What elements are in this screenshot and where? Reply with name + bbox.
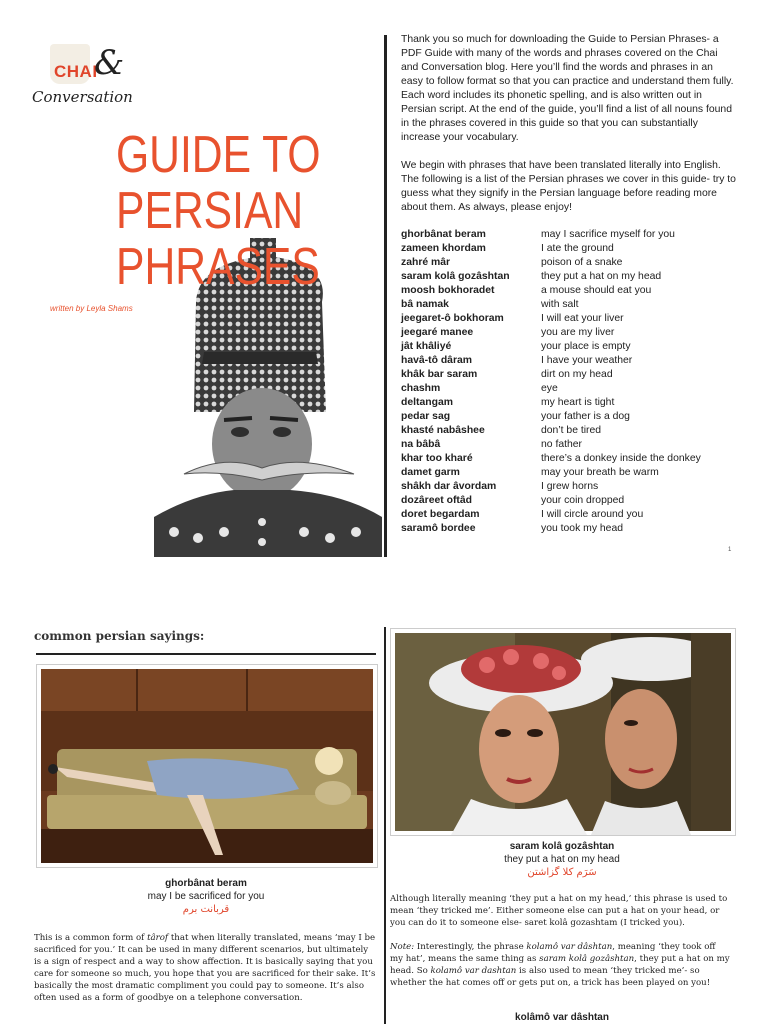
phrase-row — [401, 424, 741, 438]
heading-rule — [36, 653, 376, 655]
caption-saram-kola — [390, 840, 734, 879]
phrase-persian: zameen khordam — [401, 243, 486, 254]
phrase-row — [401, 508, 741, 522]
caption-phrase: ghorbânat beram — [165, 878, 247, 889]
phrase-persian: khar too kharé — [401, 453, 473, 464]
phrase-english: you are my liver — [541, 327, 615, 338]
body-term-tarof: târof — [147, 933, 169, 943]
phrase-row — [401, 494, 741, 508]
phrase-english: I will circle around you — [541, 509, 644, 520]
ghorbanat-explanation — [34, 932, 376, 1004]
phrase-persian: chashm — [401, 383, 441, 394]
phrase-english: a mouse should eat you — [541, 285, 652, 296]
intro-paragraph-2: We begin with phrases that have been translated literally into English. The following is a list of the Persian phrases we cover in this guide- try to guess what they signify in the Persian language before reading more about them. As always, please enjoy! — [401, 160, 736, 213]
body-term: kolamô var dâshtan — [526, 942, 613, 952]
phrase-english: you took my head — [541, 523, 624, 534]
phrase-row — [401, 438, 741, 452]
phrase-persian: jeegaré manee — [401, 327, 474, 338]
saram-kola-explanation — [390, 893, 730, 1001]
phrase-persian: saram kolâ gozâshtan — [401, 271, 510, 282]
caption-persian: قربانت برم — [182, 904, 230, 915]
phrase-english: eye — [541, 383, 558, 394]
phrase-english: your place is empty — [541, 341, 631, 352]
caption-persian: سَرَم کلا گزاشتن — [527, 867, 597, 878]
phrase-row — [401, 522, 741, 536]
phrase-english: I grew horns — [541, 481, 599, 492]
phrase-row — [401, 270, 741, 284]
column-divider — [384, 35, 387, 557]
intro-paragraph-1: Thank you so much for downloading the Guide to Persian Phrases- a PDF Guide with many of the words and phrases covered on the Chai and Conversation blog. Here you’ll find the words and phrases in an easy to follow format so that you can practice and understand them fully. Each word includes its phonetic spelling, and is also written out in Persian script. At the end of the guide, you’ll find a list of all nouns found in the phrases covered in this guide so that you can substantially increase your vocabulary. — [401, 34, 734, 143]
hat-women-illustration — [391, 629, 735, 835]
phrase-english: poison of a snake — [541, 257, 623, 268]
phrase-persian: doret begardam — [401, 509, 480, 520]
phrase-row — [401, 354, 741, 368]
body-text: , meaning ‘they took off my hat’, means the same thing as — [390, 942, 716, 964]
logo-conversation: Conversation — [32, 88, 133, 106]
body-paragraph-1: Although literally meaning ‘they put a hat on my head,’ this phrase is used to mean ‘they tricked me’. Either someone else can put a hat on your head, or you can do it to someone else- saret kolâ gozashtam (I tricked you). — [390, 894, 728, 928]
phrase-row — [401, 480, 741, 494]
phrase-row — [401, 326, 741, 340]
body-term: kolamô var dashtan — [430, 966, 517, 976]
phrase-english: your father is a dog — [541, 411, 630, 422]
phrase-row — [401, 312, 741, 326]
phrase-persian: jât khâliyé — [401, 341, 452, 352]
body-paragraph-note — [390, 941, 730, 989]
phrase-row — [401, 256, 741, 270]
body-term: saram kolâ gozâshtan — [539, 954, 635, 964]
phrase-row — [401, 368, 741, 382]
caption-meaning: may I be sacrificed for you — [147, 891, 265, 902]
hat-women-photo — [390, 628, 736, 836]
phrase-persian: deltangam — [401, 397, 453, 408]
phrase-persian: khâk bar saram — [401, 369, 478, 380]
phrase-row — [401, 466, 741, 480]
sofa-photo — [36, 664, 378, 868]
note-label: Note: — [390, 942, 415, 952]
phrase-persian: jeegaret-ô bokhoram — [401, 313, 504, 324]
title-line-3: PHRASES — [116, 238, 320, 296]
sofa-illustration — [37, 665, 377, 867]
phrase-english: dirt on my head — [541, 369, 613, 380]
phrase-row — [401, 298, 741, 312]
phrase-row — [401, 452, 741, 466]
body-text: is also used to mean ‘they tricked me’- so whether the hat comes off or gets put on, a trick has been played on you! — [390, 966, 711, 988]
phrase-english: may your breath be warm — [541, 467, 659, 478]
phrase-persian: bâ namak — [401, 299, 449, 310]
phrase-persian: pedar sag — [401, 411, 451, 422]
body-text: , they put a hat on my head. So — [390, 954, 730, 976]
phrase-persian: shâkh dar âvordam — [401, 481, 497, 492]
caption-phrase: kolâmô var dâshtan — [515, 1012, 609, 1023]
phrase-english: I have your weather — [541, 355, 633, 366]
phrase-english: my heart is tight — [541, 397, 615, 408]
phrase-persian: moosh bokhoradet — [401, 285, 495, 296]
phrase-row — [401, 340, 741, 354]
logo-ampersand: & — [94, 43, 125, 83]
phrase-persian: saramô bordee — [401, 523, 476, 534]
intro-text — [401, 33, 736, 229]
section-heading: common persian sayings: — [34, 629, 205, 643]
caption-phrase: saram kolâ gozâshtan — [509, 841, 615, 852]
phrase-row — [401, 242, 741, 256]
phrase-persian: havâ-tô dâram — [401, 355, 473, 366]
column-divider-2 — [384, 627, 386, 1024]
phrase-english: no father — [541, 439, 583, 450]
title-line-2: PERSIAN — [116, 182, 304, 240]
byline: written by Leyla Shams — [50, 304, 133, 313]
chai-conversation-logo — [30, 38, 140, 110]
page-number: 1 — [728, 547, 732, 553]
phrase-row — [401, 284, 741, 298]
phrase-english: they put a hat on my head — [541, 271, 662, 282]
phrase-english: your coin dropped — [541, 495, 625, 506]
phrase-persian: ghorbânat beram — [401, 229, 486, 240]
phrase-english: I will eat your liver — [541, 313, 624, 324]
phrase-row — [401, 228, 741, 242]
body-text: that when literally translated, means ‘may I be sacrificed for you.’ It can be used in many different scenarios, but ultimately is a sign of respect and a way to show affection. It is basically saying that you care for someone so much, you hope that you are sacrificed for their sake. It’s basically the most dramatic compliment you could pay to someone. It’s also often used as a form of goodbye on a telephone conversation. — [34, 933, 376, 1003]
phrase-english: don’t be tired — [541, 425, 602, 436]
phrase-row — [401, 396, 741, 410]
body-text: Interestingly, the phrase — [414, 942, 527, 952]
caption-ghorbanat — [36, 877, 376, 916]
guide-title — [116, 126, 321, 296]
body-text: This is a common form of — [34, 933, 148, 943]
phrase-table — [401, 228, 741, 536]
phrase-persian: damet garm — [401, 467, 460, 478]
phrase-row — [401, 410, 741, 424]
phrase-persian: zahré mâr — [401, 257, 451, 268]
phrase-english: may I sacrifice myself for you — [541, 229, 675, 240]
phrase-english: I ate the ground — [541, 243, 614, 254]
caption-kolamo — [390, 1011, 734, 1024]
logo-chai: CHAI — [54, 62, 98, 81]
phrase-english: there’s a donkey inside the donkey — [541, 453, 701, 464]
phrase-persian: khasté nabâshee — [401, 425, 485, 436]
phrase-row — [401, 382, 741, 396]
phrase-english: with salt — [541, 299, 579, 310]
phrase-persian: na bâbâ — [401, 439, 441, 450]
title-line-1: GUIDE TO — [116, 126, 321, 184]
phrase-persian: dozâreet oftâd — [401, 495, 473, 506]
caption-meaning: they put a hat on my head — [504, 854, 620, 865]
